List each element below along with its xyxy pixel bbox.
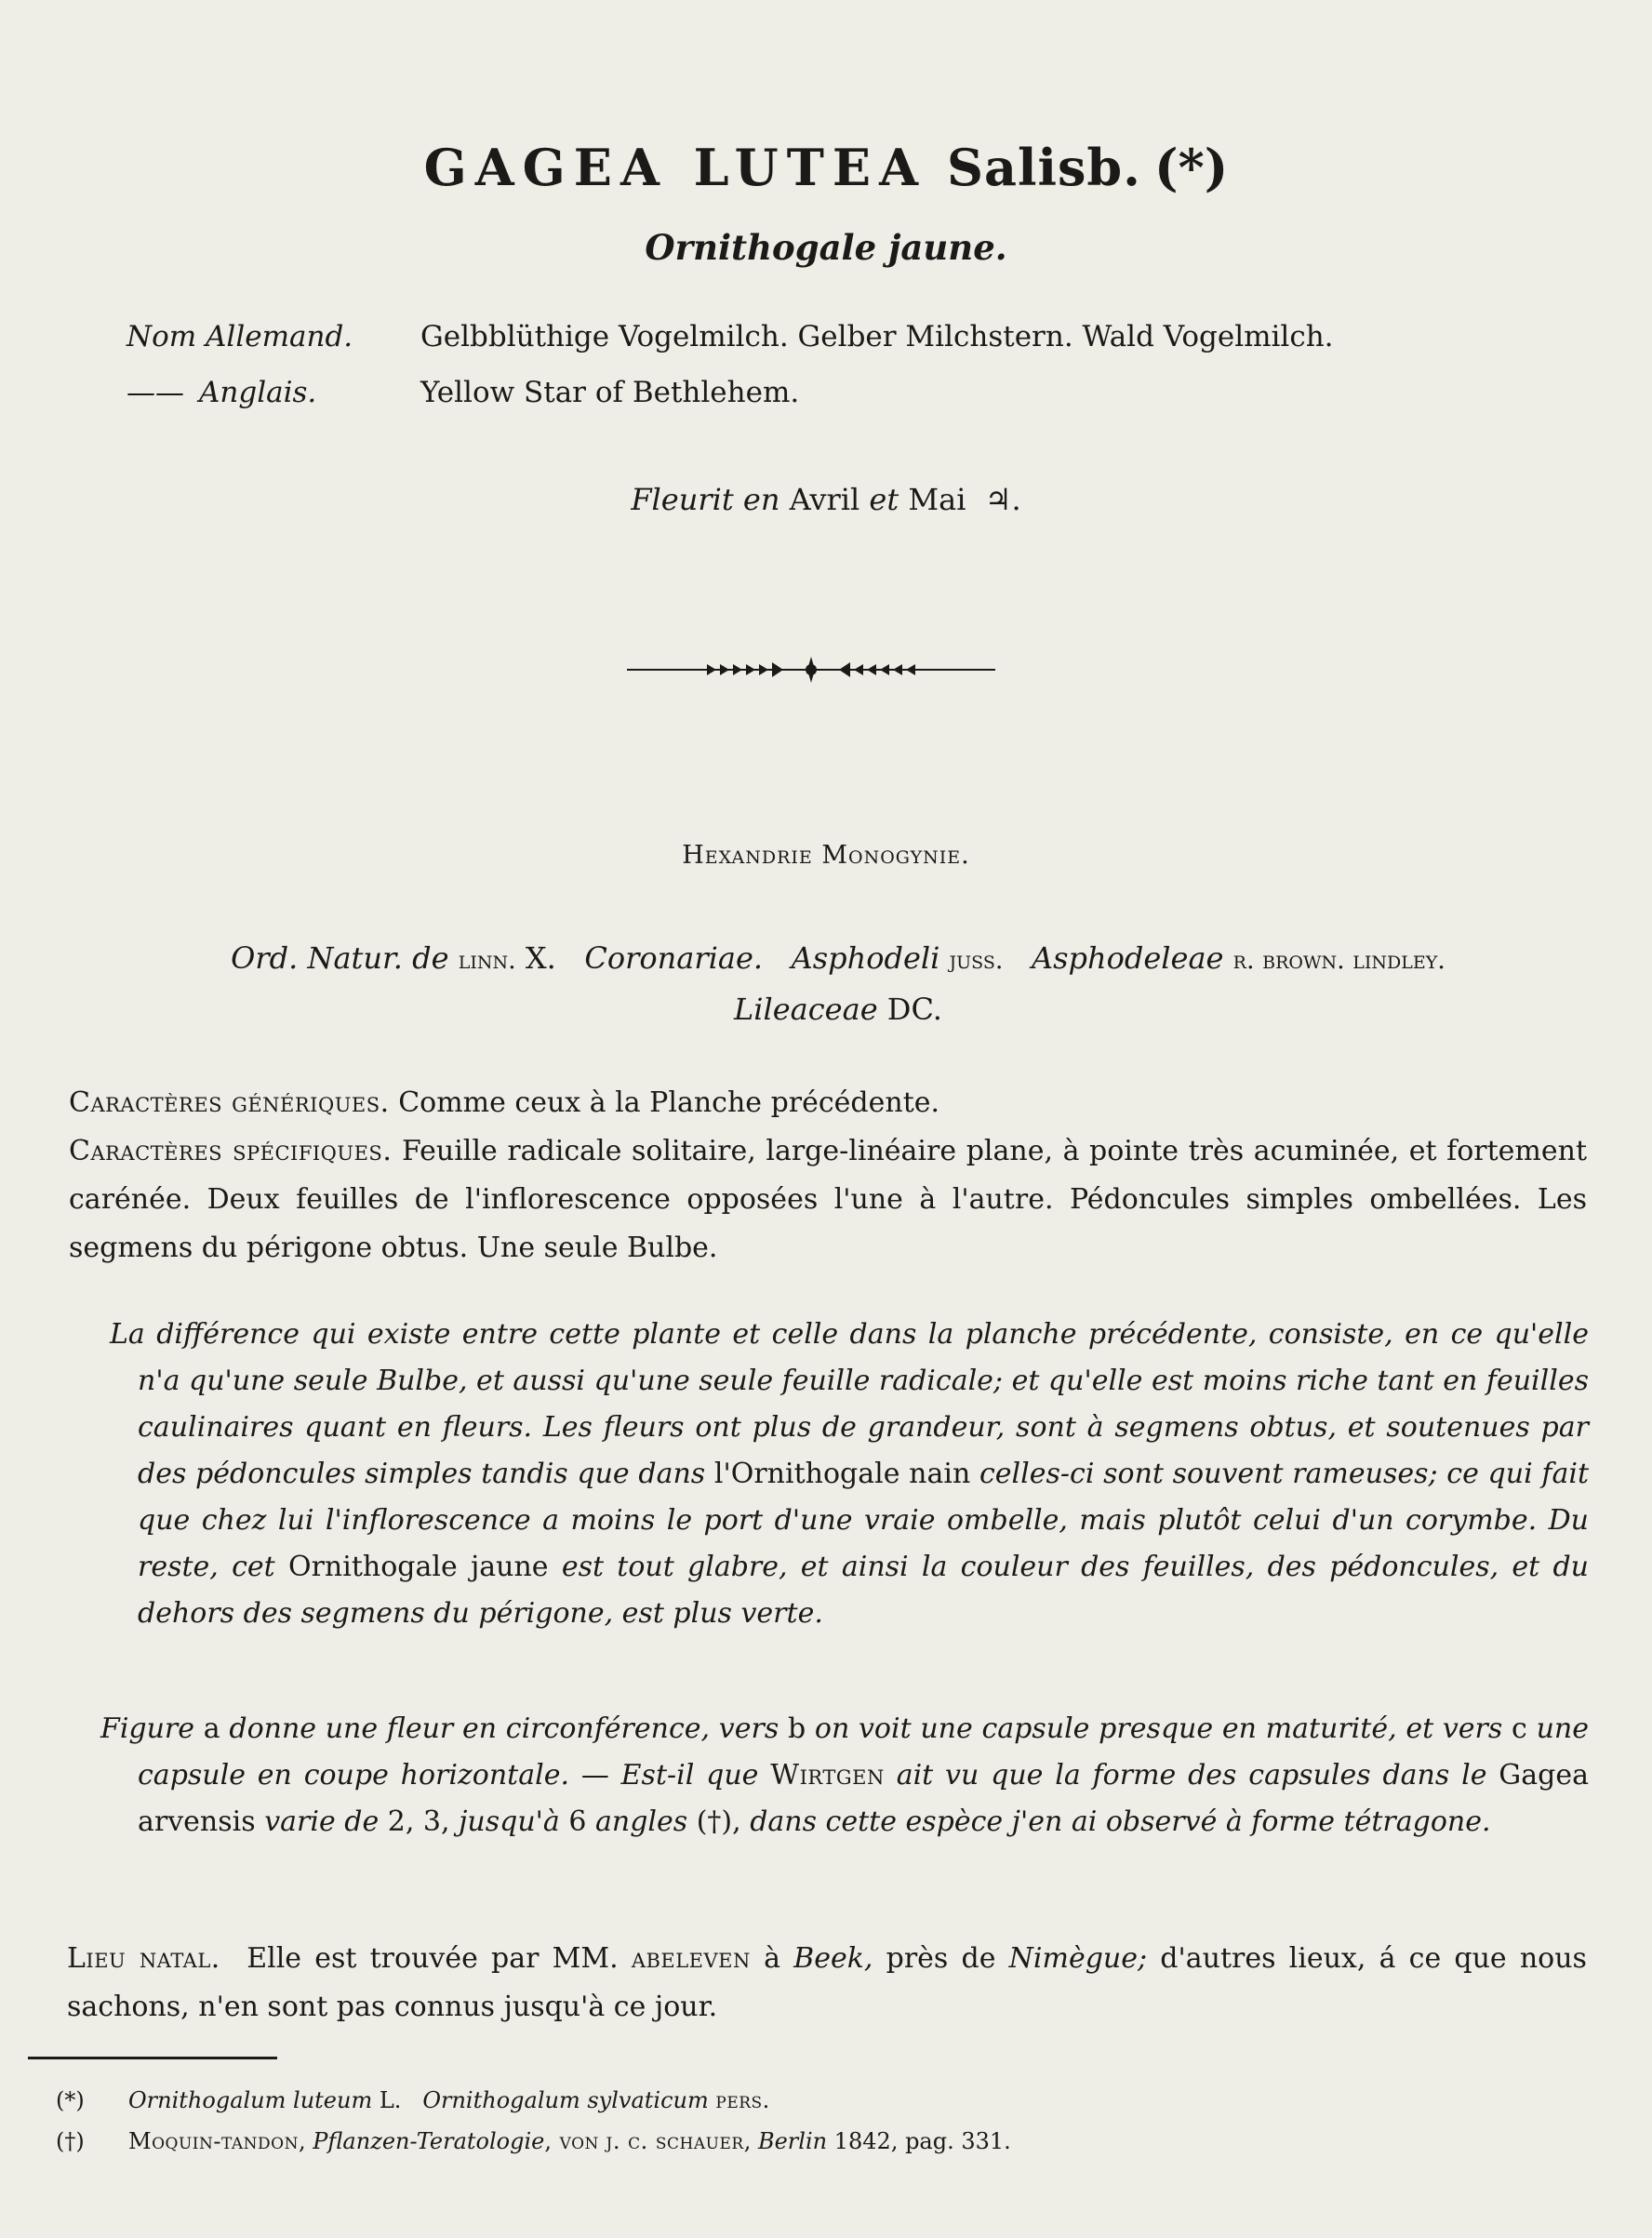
footnote-asterisk: (*) Ornithogalum luteum L. Ornithogalum sylvaticum pers. — [56, 2087, 770, 2113]
flowering-period: Fleurit en Avril et Mai ♃. — [631, 482, 1021, 517]
french-name: Ornithogale jaune. — [645, 227, 1007, 268]
natural-order: Ord. Natur. de linn. X. Coronariae. Asphodeli juss. Asphodeleae r. brown. lindley. Lileaceae DC. — [231, 940, 1446, 1027]
common-name-label: —— Anglais. — [127, 376, 317, 409]
ornament-divider-icon — [627, 651, 995, 688]
common-name-row — [127, 320, 1334, 376]
specific-label: Caractères spécifiques. — [69, 1135, 393, 1167]
common-name-value: Gelbblüthige Vogelmilch. Gelber Milchstern. Wald Vogelmilch. — [420, 320, 1334, 353]
species-name: GAGEA LUTEA — [423, 138, 926, 197]
specific-characters: Caractères spécifiques. Feuille radicale solitaire, large-linéaire plane, à pointe très acuminée, et fortement carénée. Deux feuilles de l'inflorescence opposées l'une à l'autre. Pédoncules simples ombellées. Les segmens du périgone obtus. Une seule Bulbe. — [69, 1135, 1588, 1264]
common-name-value: Yellow Star of Bethlehem. — [420, 376, 800, 409]
common-names — [127, 320, 1334, 432]
figure-paragraph: Figure a donne une fleur en circonférence, vers b on voit une capsule presque en maturité, et vers c une capsule en coupe horizontale. — Est-il que Wirtgen ait vu que la forme des capsules dans le Gagea arvensis varie de 2, 3, jusqu'à 6 angles (†), dans cette espèce j'en ai observé à forme tétragone. — [100, 1712, 1589, 1838]
generic-characters: Caractères génériques. Comme ceux à la Planche précédente. — [69, 1086, 940, 1119]
native-place: Lieu natal. Elle est trouvée par MM. abeleven à Beek, près de Nimègue; d'autres lieux, á ce que nous sachons, n'en sont pas connus jusqu'à ce jour. — [67, 1942, 1587, 2023]
difference-paragraph: La différence qui existe entre cette plante et celle dans la planche précédente, consiste, en ce qu'elle n'a qu'une seule Bulbe, et aussi qu'une seule feuille radicale; et qu'elle est moins riche tant en feuilles caulinaires quant en fleurs. Les fleurs ont plus de grandeur, sont à segmens obtus, et soutenues par des pédoncules simples tandis que dans l'Ornithogale nain celles-ci sont souvent rameuses; ce qui fait que chez lui l'inflorescence a moins le port d'une vraie ombelle, mais plutôt celui d'un corymbe. Du reste, cet Ornithogale jaune est tout glabre, et ainsi la couleur des feuilles, des pédoncules, et du dehors des segmens du périgone, est plus verte. — [110, 1318, 1589, 1630]
title-footnote-mark: (*) — [1153, 138, 1229, 197]
classification-heading: Hexandrie Monogynie. — [682, 841, 970, 870]
common-name-label: Nom Allemand. — [127, 320, 353, 353]
footnote-dagger: (†) Moquin-tandon, Pflanzen-Teratologie, von j. c. schauer, Berlin 1842, pag. 331. — [56, 2128, 1011, 2154]
perennial-symbol: ♃. — [984, 482, 1021, 517]
common-name-row — [127, 376, 1334, 432]
species-title — [0, 138, 1652, 197]
species-author: Salisb. — [947, 138, 1141, 197]
generic-label: Caractères génériques. — [69, 1086, 390, 1119]
native-place-label: Lieu natal. — [67, 1942, 220, 1975]
footnote-rule — [28, 2057, 277, 2059]
dagger-footnote-ref: (†), — [696, 1805, 741, 1838]
